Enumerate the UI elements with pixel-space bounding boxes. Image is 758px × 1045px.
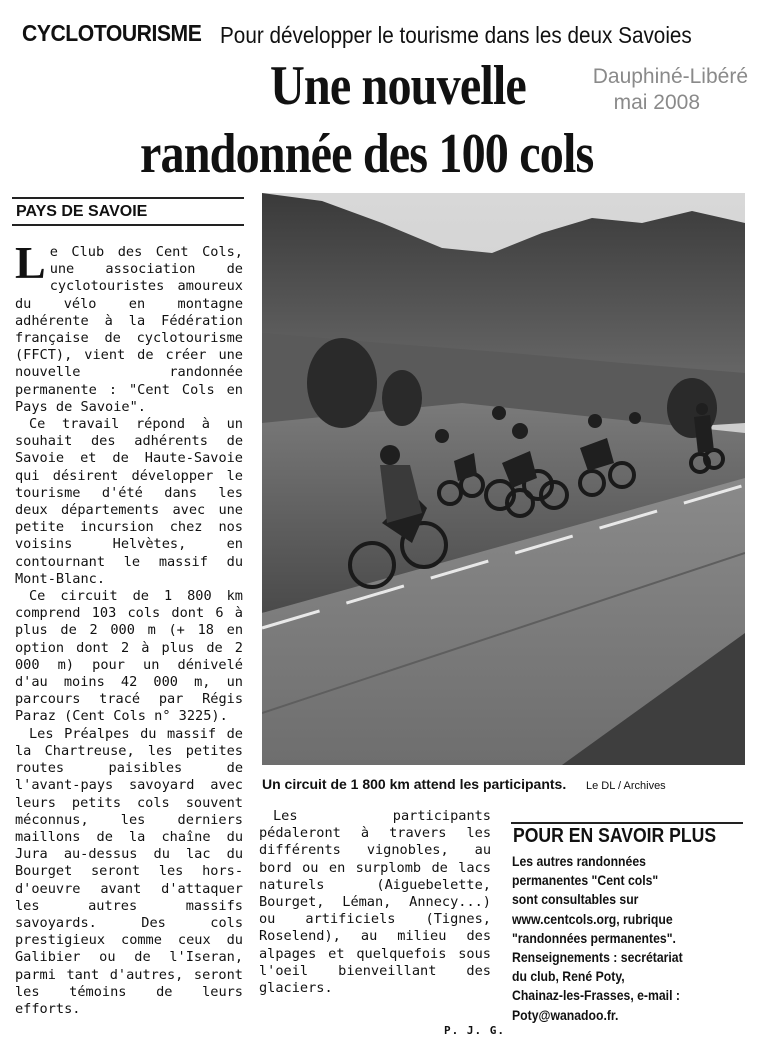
info-box-title: POUR EN SAVOIR PLUS xyxy=(513,825,717,847)
info-line-email: Poty@wanadoo.fr. xyxy=(512,1007,619,1023)
section-rule-top xyxy=(12,197,244,199)
article-column-1 xyxy=(15,237,243,1018)
article-paragraph-text: e Club des Cent Cols, une association de cyclotouristes amoureux du vélo en montagne adhérente à la Fédération française de cyclotourisme (FFCT), vient de créer une nouvelle randonnée permanente : "Cent Cols en Pays de Savoie". xyxy=(15,244,243,415)
info-line: du club, René Poty, xyxy=(512,969,625,985)
section-label: PAYS DE SAVOIE xyxy=(16,203,148,220)
author-signature: P. J. G. xyxy=(444,1024,505,1037)
info-box-body xyxy=(512,852,728,1025)
info-line: "randonnées permanentes". xyxy=(512,930,676,946)
rubric-subtitle: Pour développer le tourisme dans les deux Savoies xyxy=(220,22,692,48)
source-stamp-paper: Dauphiné-Libéré xyxy=(592,65,748,88)
article-paragraph xyxy=(15,237,243,416)
info-line: Les autres randonnées xyxy=(512,854,646,869)
article-paragraph: Les Préalpes du massif de la Chartreuse, les petites routes paisibles de l'avant-pays savoyard avec leurs petits cols souvent méconnus, les derniers maillons de la chaîne du Jura au-dessus du lac du Bourget seront les hors-d'oeuvre avant d'attaquer les autres massifs savoyards. Des cols prestigieux comme ceux du Galibier ou de l'Iseran, parmi tant d'autres, seront les témoins de leurs efforts. xyxy=(15,725,243,1017)
section-rule-bottom xyxy=(12,224,244,226)
article-paragraph: Ce travail répond à un souhait des adhérents de Savoie et de Haute-Savoie qui désirent développer le tourisme d'été dans les deux départements avec une petite incursion chez nos voisins Helvètes, en contournant le massif du Mont-Blanc. xyxy=(15,416,243,587)
rubric-label: CYCLOTOURISME xyxy=(22,20,202,46)
info-line-website: www.centcols.org, rubrique xyxy=(512,911,673,927)
headline-line-1: Une nouvelle xyxy=(270,55,526,117)
article-paragraph: Les participants pédaleront à travers les différents vignobles, au bord ou en surplomb de lacs naturels (Aiguebelette, Bourget, Léman, Annecy...) ou artificiels (Tignes, Roselend), au milieu des alpages et quelquefois sous l'oeil bienveillant des glaciers. xyxy=(259,808,491,997)
info-line: Renseignements : secrétariat xyxy=(512,950,683,966)
cyclists-photo xyxy=(262,193,745,765)
article-column-2 xyxy=(259,808,491,997)
info-line: sont consultables sur xyxy=(512,892,639,908)
source-stamp-date: mai 2008 xyxy=(613,91,700,114)
info-line: permanentes "Cent cols" xyxy=(512,873,659,889)
info-box-rule xyxy=(511,822,743,824)
article-paragraph: Ce circuit de 1 800 km comprend 103 cols dont 6 à plus de 2 000 m (+ 18 en option dont 2 à plus de 2 000 m) pour un dénivelé d'au moins 42 000 m, un parcours tracé par Régis Paraz (Cent Cols n° 3225). xyxy=(15,588,243,725)
drop-cap: L xyxy=(15,237,46,288)
photo-caption: Un circuit de 1 800 km attend les participants. xyxy=(262,776,567,792)
headline-line-2: randonnée des 100 cols xyxy=(140,123,594,185)
photo-credit: Le DL / Archives xyxy=(586,780,666,792)
info-line: Chainaz-les-Frasses, e-mail : xyxy=(512,988,680,1004)
